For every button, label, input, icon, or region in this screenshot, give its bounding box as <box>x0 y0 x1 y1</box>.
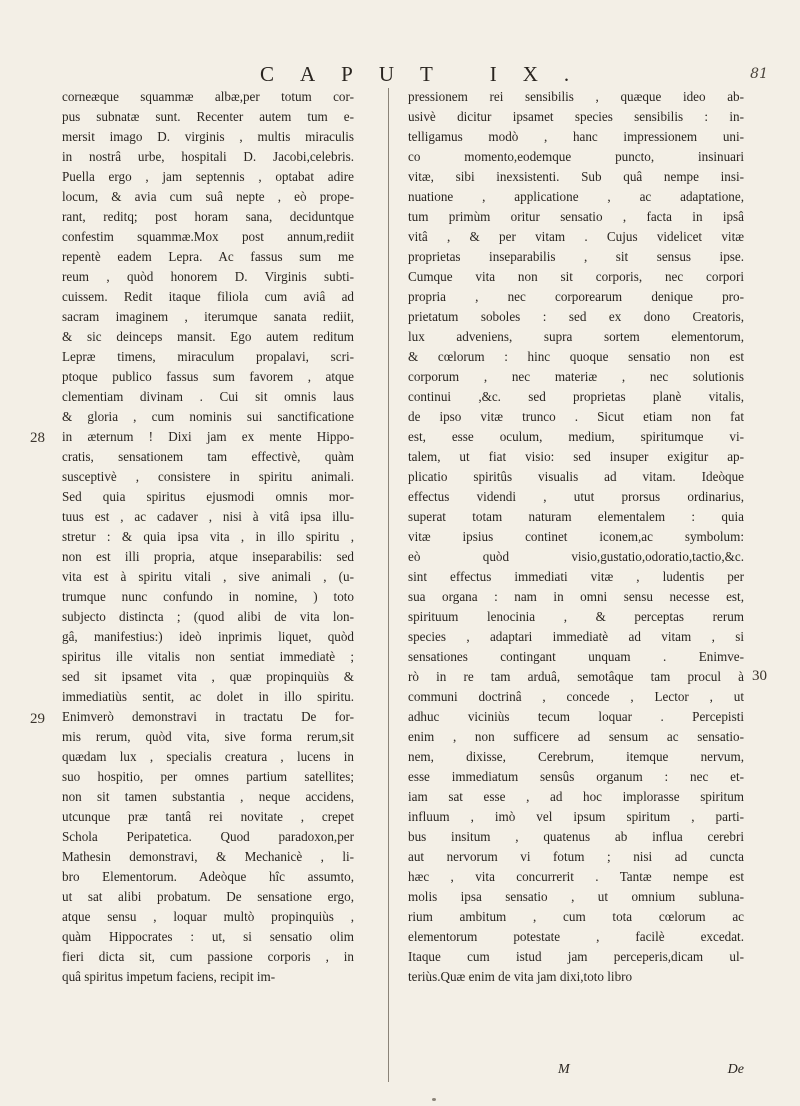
text-line: elementorum potestate , facilè excedat. <box>408 929 744 944</box>
text-line: proprietas inseparabilis , sit sensus ipse. <box>408 249 744 264</box>
text-line: vitâ , & per vitam . Cujus videlicet vitæ <box>408 229 744 244</box>
page-number: 81 <box>750 66 768 82</box>
text-line: teriùs.Quæ enim de vita jam dixi,toto libro <box>408 969 633 984</box>
running-head: CAPUT IX. <box>260 62 596 86</box>
text-line: bus insitum , quatenus ab influa cerebri <box>408 829 744 844</box>
text-line: esse immediatum sensûs organum : nec et- <box>408 769 744 784</box>
text-line: continui ,&c. sed proprietas planè vitalis, <box>408 389 744 404</box>
text-line: corneæque squammæ albæ,per totum cor- <box>62 89 354 104</box>
paper-speck <box>432 1098 436 1101</box>
text-line: effectus videndi , utut prorsus ordinarius, <box>408 489 744 504</box>
text-line: in nostrâ urbe, hospitali D. Jacobi,celebris. <box>62 149 354 164</box>
text-line: propria , nec corporearum denique pro- <box>408 289 744 304</box>
text-line: eò quòd visio,gustatio,odoratio,tactio,&c. <box>408 549 744 564</box>
text-line: suo hospitio, per omnes partium satellites; <box>62 769 354 784</box>
text-line: tum primùm oritur sensatio , facta in ipsâ <box>408 209 744 224</box>
text-line: gâ, manifestius:) ideò inprimis liquet, quòd <box>62 629 354 644</box>
text-line: repentè eadem Lepra. Ac fassus sum me <box>62 249 354 264</box>
text-line: sacram imaginem , iterumque sanata rediit, <box>62 309 354 324</box>
text-line: sensationes contingant unquam . Enimve- <box>408 649 744 664</box>
text-line: prietatum soboles : sed ex dono Creatoris, <box>408 309 744 324</box>
text-line: rò in re tam arduâ, semotâque tam procul à <box>408 669 744 684</box>
text-line: Sed quia spiritus ejusmodi omnis mor- <box>62 489 354 504</box>
right-column <box>408 87 744 987</box>
text-line: ptoque publico fassus sum favorem , atque <box>62 369 354 384</box>
text-line: & sic deinceps mansit. Ego autem reditum <box>62 329 354 344</box>
text-line: clementiam divinam . Cui sit omnis laus <box>62 389 354 404</box>
text-line: nuatione , applicatione , ac adaptatione, <box>408 189 744 204</box>
text-line: quâ spiritus impetum faciens, recipit im- <box>62 969 276 984</box>
text-line: telligamus modò , hanc impressionem uni- <box>408 129 744 144</box>
text-line: utcunque præ tantâ rei novitate , crepet <box>62 809 354 824</box>
text-line: corporum , nec materiæ , nec solutionis <box>408 369 744 384</box>
text-line: co momento,eodemque puncto, insinuari <box>408 149 744 164</box>
text-line: locum, & avia cum suâ nepte , eò prope- <box>62 189 354 204</box>
text-line: influum , imò vel ipsum spiritum , parti- <box>408 809 744 824</box>
text-line: stretur : & quia ipsa vita , in illo spiritu , <box>62 529 354 544</box>
text-line: ut sat alibi probatum. De sensatione ergo, <box>62 889 354 904</box>
text-line: de ipso vitæ trunco . Sicut etiam non fat <box>408 409 744 424</box>
text-line: hæc , vita concurrerit . Tantæ nempe est <box>408 869 744 884</box>
signature-mark: M <box>558 1062 570 1077</box>
text-line: sed sit ipsamet vita , quæ propinquiùs & <box>62 669 354 684</box>
text-line: tuus est , ac cadaver , nisi à vitâ ipsa illu- <box>62 509 354 524</box>
text-line: non est illi propria, atque inseparabilis: sed <box>62 549 354 564</box>
text-line: communi doctrinâ , concede , Lector , ut <box>408 689 744 704</box>
text-line: Enimverò demonstravi in tractatu De for- <box>62 709 354 724</box>
text-line: trumque nunc confundo in nomine, ) toto <box>62 589 354 604</box>
text-line: lux adveniens, supra sortem elementorum, <box>408 329 744 344</box>
text-line: usivè dicitur ipsamet species sensibilis : in- <box>408 109 744 124</box>
text-line: pressionem rei sensibilis , quæque ideo ab- <box>408 89 744 104</box>
text-line: rant, reditq; post horam sana, deciduntque <box>62 209 354 224</box>
text-line: & cœlorum : hinc quoque sensatio non est <box>408 349 744 364</box>
text-line: cuissem. Redit itaque filiola cum aviâ ad <box>62 289 354 304</box>
text-line: susceptivè , consistere in spiritu animali. <box>62 469 354 484</box>
text-line: superat totam naturam elementalem : quia <box>408 509 744 524</box>
text-line: Lepræ timens, miraculum propalavi, scri- <box>62 349 354 364</box>
text-line: species , adaptari immediatè ad vitam , si <box>408 629 744 644</box>
text-line: adhuc viciniùs tecum loquar . Percepisti <box>408 709 744 724</box>
text-line: plicatio spiritûs visualis ad vitam. Ideòque <box>408 469 744 484</box>
text-line: vitæ ipsius continet iconem,ac symbolum: <box>408 529 744 544</box>
text-line: spiritus ille vitalis non sentiat immediatè ; <box>62 649 354 664</box>
left-column <box>62 87 354 987</box>
text-line: Puella ergo , jam septennis , optabat adire <box>62 169 354 184</box>
margin-number-30: 30 <box>752 668 767 684</box>
text-line: quàm Hippocrates : ut, si sensatio olim <box>62 929 354 944</box>
text-line: aut nervorum vi fotum ; nisi ad cuncta <box>408 849 744 864</box>
text-line: spirituum lenocinia , & perceptas rerum <box>408 609 744 624</box>
text-line: est, esse oculum, medium, spiritumque vi- <box>408 429 744 444</box>
text-line: bro Elementorum. Adeòque hîc assumto, <box>62 869 354 884</box>
catchword: De <box>727 1062 744 1077</box>
text-line: Schola Peripatetica. Quod paradoxon,per <box>62 829 354 844</box>
text-line: confestim squammæ.Mox post annum,rediit <box>62 229 354 244</box>
text-line: Cumque vita non sit corporis, nec corpori <box>408 269 744 284</box>
text-line: pus subnatæ sunt. Recenter autem tum e- <box>62 109 354 124</box>
text-line: fieri dicta sit, cum passione corporis , in <box>62 949 354 964</box>
text-line: enim , non sufficere ad sensum ac sensatio- <box>408 729 744 744</box>
text-line: talem, ut fiat visio: sed insuper exigitur ap- <box>408 449 744 464</box>
text-line: cratis, sensationem tam effectivè, quàm <box>62 449 354 464</box>
page-footer <box>408 1062 744 1082</box>
text-line: atque sensu , loquar multò propinquiùs , <box>62 909 354 924</box>
text-line: reum , quòd honorem D. Virginis subti- <box>62 269 354 284</box>
text-line: quædam lux , specialis creatura , lucens in <box>62 749 354 764</box>
text-line: rium ambitum , cum tota cœlorum ac <box>408 909 744 924</box>
text-line: Mathesin demonstravi, & Mechanicè , li- <box>62 849 354 864</box>
text-line: sint effectus immediati vitæ , ludentis per <box>408 569 744 584</box>
column-divider <box>388 88 389 1082</box>
text-line: in æternum ! Dixi jam ex mente Hippo- <box>62 429 354 444</box>
text-line: iam sat esse , ad hoc implorasse spiritum <box>408 789 744 804</box>
text-line: nem, dixisse, Cerebrum, itemque nervum, <box>408 749 744 764</box>
text-line: immediatiùs sentit, ac dolet in illo spiritu. <box>62 689 354 704</box>
margin-number-28: 28 <box>30 430 45 446</box>
text-line: molis ipsa sensatio , ut omnium subluna- <box>408 889 744 904</box>
text-line: sua organa : nam in omni sensu necesse est, <box>408 589 744 604</box>
text-line: Itaque cum istud jam perceperis,dicam ul- <box>408 949 744 964</box>
margin-number-29: 29 <box>30 711 45 727</box>
text-line: subjecto distincta ; (quod alibi de vita lon- <box>62 609 354 624</box>
text-line: vitæ, sibi inexsistenti. Sub quâ nempe insi- <box>408 169 744 184</box>
text-line: mis rerum, quòd vita, sive forma rerum,sit <box>62 729 354 744</box>
text-line: & gloria , cum nominis sui sanctificatione <box>62 409 354 424</box>
text-line: non sit tamen substantia , neque accidens, <box>62 789 354 804</box>
text-line: mersit imago D. virginis , multis miraculis <box>62 129 354 144</box>
text-line: vita est à spiritu vitali , sive animali , (u- <box>62 569 354 584</box>
